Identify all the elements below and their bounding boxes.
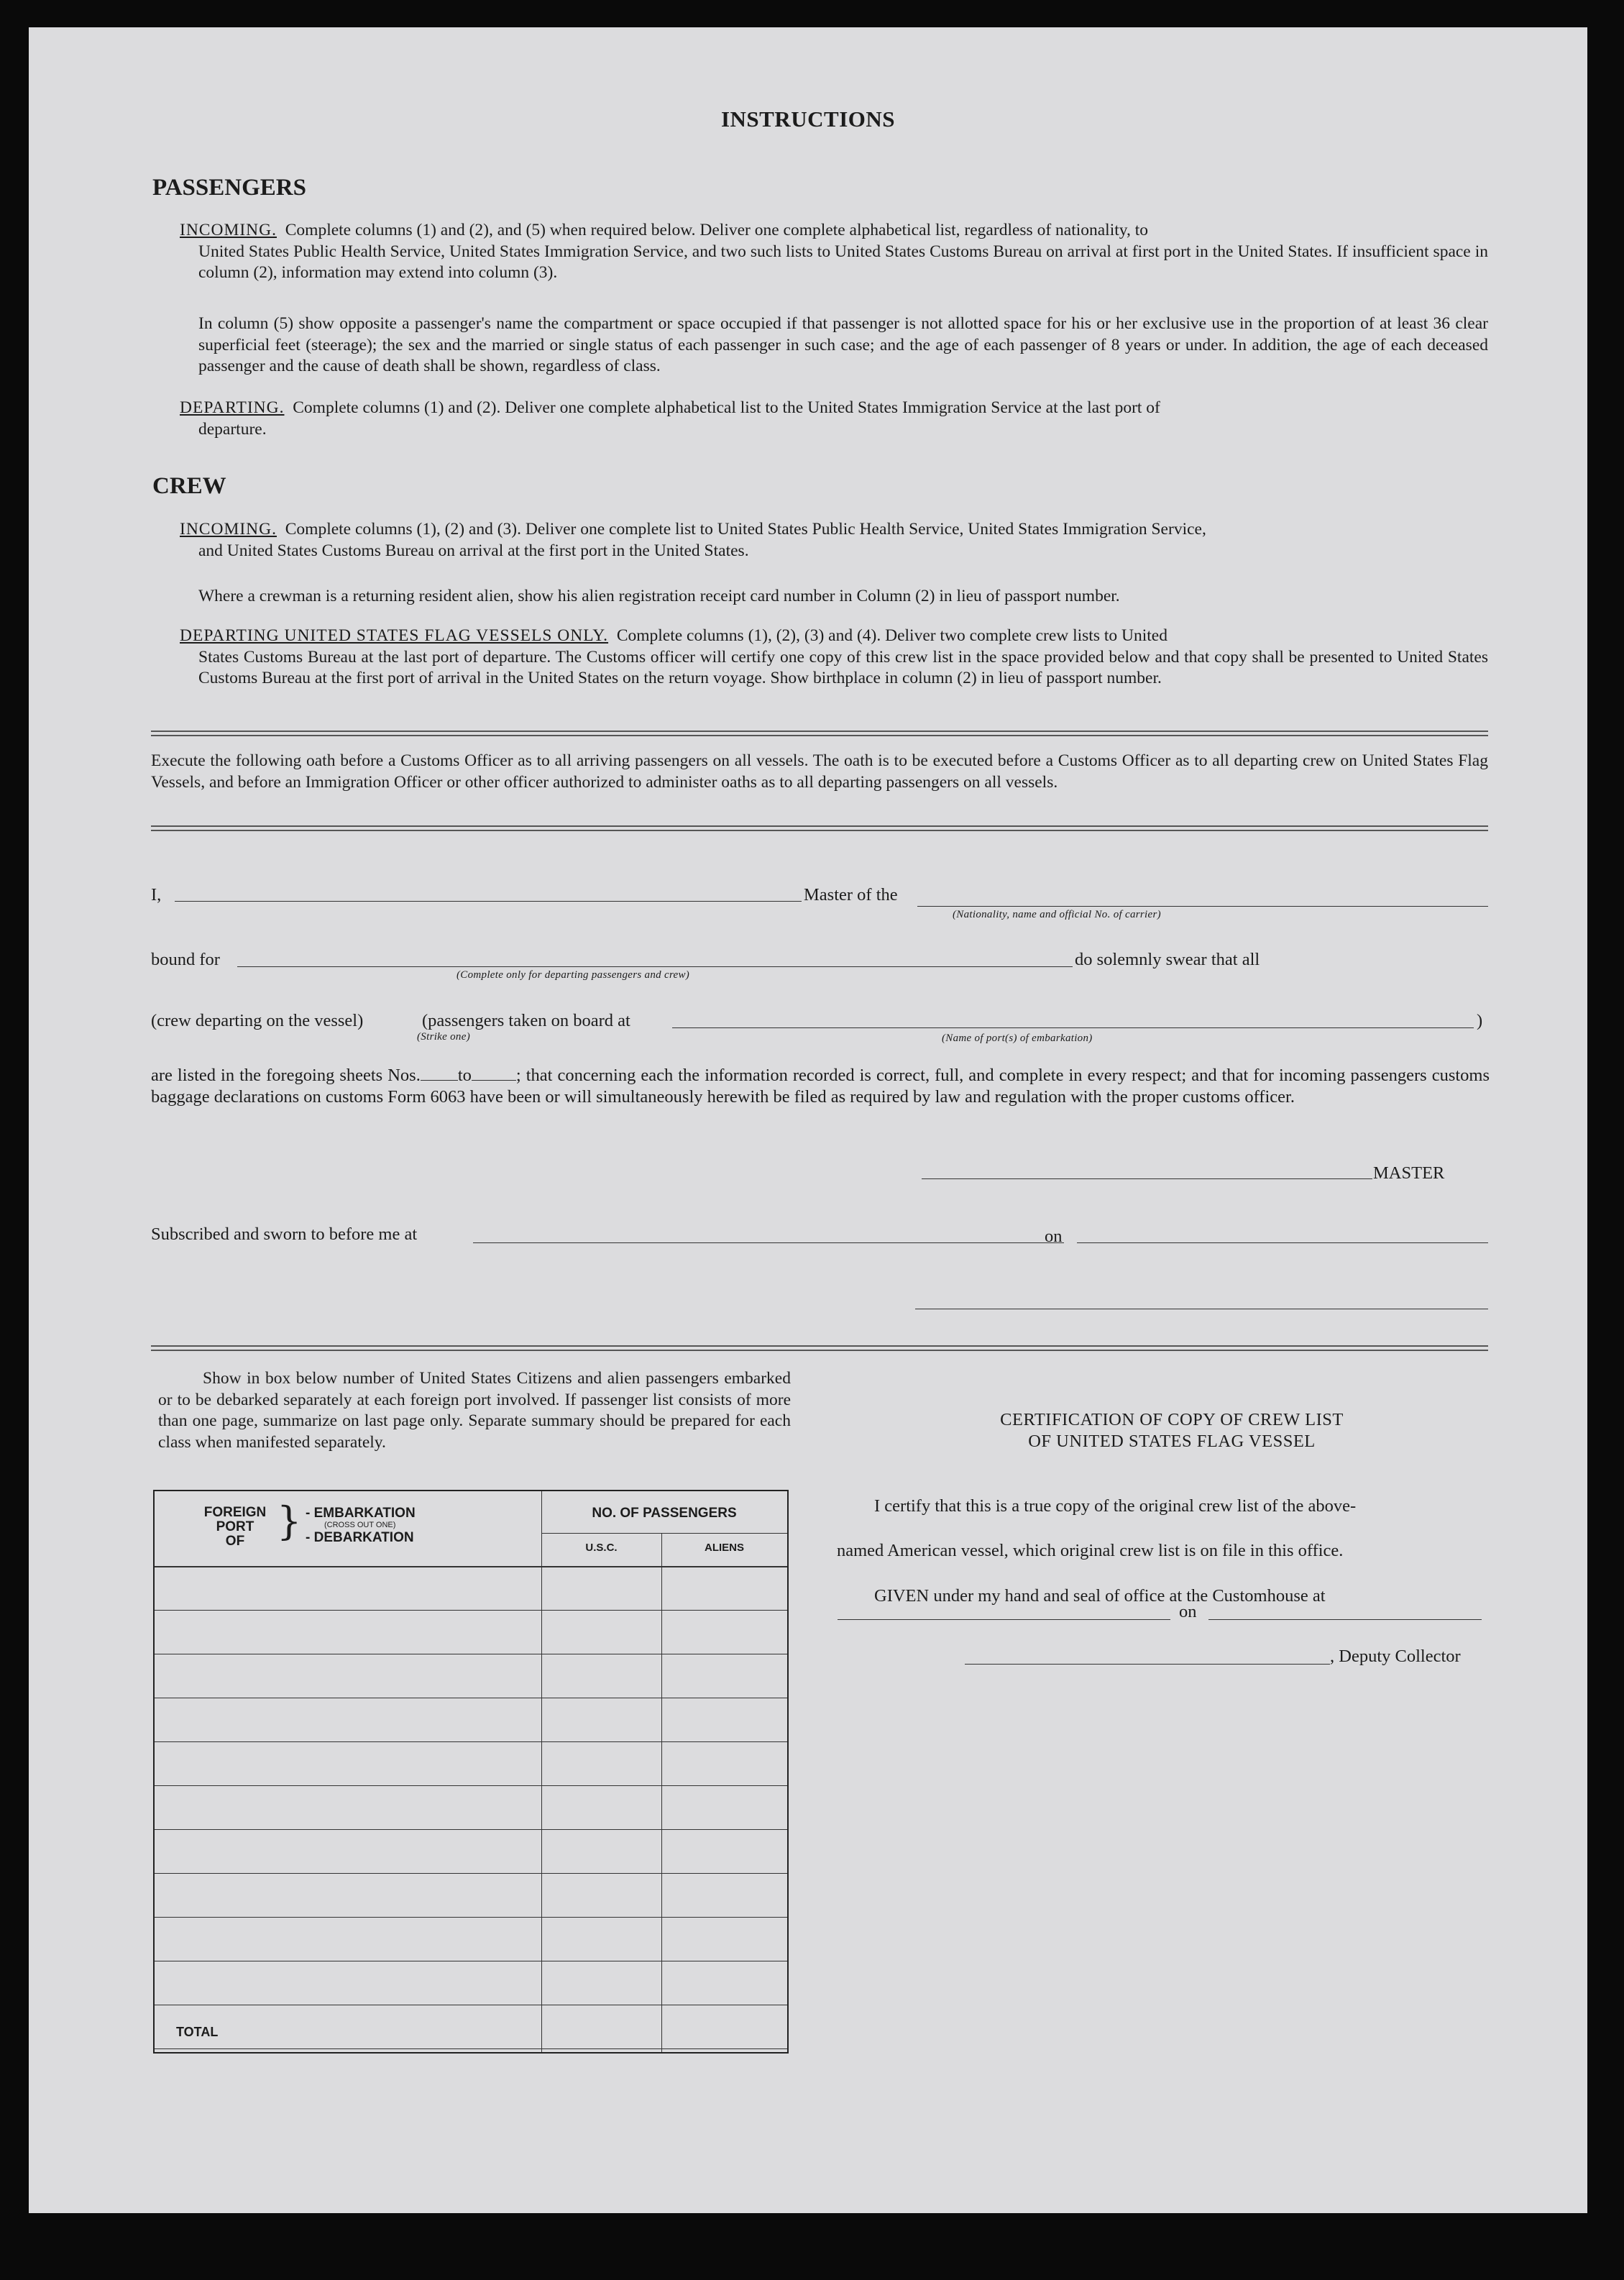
- master-signature-line[interactable]: [922, 1178, 1372, 1179]
- carrier-line[interactable]: [917, 906, 1488, 907]
- departing-label: DEPARTING.: [180, 398, 285, 417]
- crew-departing-text-cont: States Customs Bureau at the last port of departure. The Customs officer will certify one copy of this crew list in the space provided below and that copy shall be presented to United States Customs Bureau at the first port of arrival in the United States on the return voyage. Show birthplace in column (2) in lieu of passport number.: [198, 647, 1488, 687]
- crew-resident-alien: Where a crewman is a returning resident alien, show his alien registration receipt card number in Column (2) in lieu of passport number.: [198, 587, 1120, 605]
- oath-instructions: Execute the following oath before a Customs Officer as to all arriving passengers on all vessels. The oath is to be executed before a Customs Officer as to all departing crew on United States Flag Vessels, and before an Immigration Officer or other officer authorized to administer oaths as to all departing passengers on all vessels.: [151, 751, 1488, 792]
- passengers-departing: [180, 398, 1488, 440]
- master-of-the-label: Master of the: [804, 885, 898, 905]
- passengers-heading: PASSENGERS: [152, 175, 306, 201]
- no-of-passengers-header: NO. OF PASSENGERS: [592, 1506, 737, 1521]
- usc-header: U.S.C.: [585, 1542, 618, 1554]
- foreign-port-header: [199, 1506, 271, 1549]
- table-col-divider: [661, 1533, 662, 2052]
- table-row: [155, 1917, 787, 1918]
- sheets-statement: [151, 1065, 1490, 1108]
- crew-incoming: [180, 519, 1488, 562]
- divider: [151, 825, 1488, 831]
- close-paren: ): [1477, 1011, 1483, 1030]
- table-row: [155, 1785, 787, 1786]
- departing-text-cont: departure.: [198, 419, 267, 439]
- certification-on-label: on: [1179, 1602, 1197, 1621]
- master-label: MASTER: [1373, 1163, 1445, 1183]
- customhouse-place-line[interactable]: [838, 1619, 1170, 1620]
- passengers-incoming: [180, 220, 1488, 284]
- strike-one-hint: (Strike one): [417, 1031, 470, 1043]
- embarkation-label: - EMBARKATION: [306, 1506, 416, 1521]
- sheets-text-cont: that for incoming passengers customs baggage declarations on customs Form 6063 have been or will simultaneously herewith be filed as required by law and regulation with the proper customs officer.: [151, 1066, 1490, 1107]
- table-row: [155, 2048, 787, 2049]
- passenger-summary-table: [153, 1490, 789, 2054]
- port-line[interactable]: [672, 1027, 1474, 1028]
- given-line: GIVEN under my hand and seal of office at the Customhouse at: [874, 1586, 1326, 1606]
- swear-text: do solemnly swear that all: [1075, 950, 1260, 969]
- bound-hint: (Complete only for departing passengers and crew): [457, 969, 690, 981]
- crew-incoming-label: INCOMING.: [180, 520, 277, 539]
- table-row: [155, 1741, 787, 1742]
- bound-for-label: bound for: [151, 950, 220, 969]
- sheets-label: are listed in the foregoing sheets Nos.: [151, 1066, 421, 1085]
- page-title: INSTRUCTIONS: [720, 106, 895, 132]
- total-label: TOTAL: [176, 2025, 219, 2039]
- table-col-divider: [541, 1491, 542, 2052]
- aliens-header: ALIENS: [704, 1542, 744, 1554]
- foreign-label: FOREIGN: [203, 1505, 267, 1520]
- table-row: [155, 1610, 787, 1611]
- table-header-rule: [541, 1533, 787, 1534]
- deputy-signature-line[interactable]: [965, 1664, 1330, 1665]
- certification-title-line2: OF UNITED STATES FLAG VESSEL: [1028, 1432, 1316, 1451]
- crew-departing-text: Complete columns (1), (2), (3) and (4). Deliver two complete crew lists to United: [616, 626, 1167, 645]
- subscribed-date-line[interactable]: [1077, 1242, 1488, 1243]
- brace-icon: }: [277, 1498, 302, 1544]
- certification-title: [855, 1409, 1488, 1452]
- table-header-bottom: [155, 1566, 787, 1567]
- form-page: [29, 27, 1587, 2213]
- divider: [151, 731, 1488, 736]
- crew-heading: CREW: [152, 473, 226, 499]
- certification-date-line[interactable]: [1208, 1619, 1482, 1620]
- deputy-collector-label: , Deputy Collector: [1330, 1647, 1461, 1666]
- subscribed-label: Subscribed and sworn to before me at: [151, 1224, 418, 1244]
- certify-line2: named American vessel, which original crew list is on file in this office.: [837, 1541, 1344, 1560]
- cross-out-hint: (CROSS OUT ONE): [324, 1521, 396, 1529]
- nationality-hint: (Nationality, name and official No. of carrier): [953, 909, 1161, 920]
- certification-title-line1: CERTIFICATION OF COPY OF CREW LIST: [1000, 1410, 1344, 1429]
- bound-for-line[interactable]: [237, 966, 1073, 967]
- debarkation-label: - DEBARKATION: [306, 1530, 414, 1545]
- sheets-text: ; that concerning each the information recorded is correct, full, and complete in every respect; and: [515, 1066, 1217, 1085]
- incoming-text: Complete columns (1) and (2), and (5) when required below. Deliver one complete alphabetical list, regardless of nationality, to: [285, 221, 1149, 239]
- crew-incoming-text-cont: and United States Customs Bureau on arrival at the first port in the United States.: [198, 541, 749, 560]
- subscribed-place-line[interactable]: [473, 1242, 1064, 1243]
- master-name-line[interactable]: [175, 901, 802, 902]
- incoming-label: INCOMING.: [180, 221, 277, 239]
- crew-departing-option: (crew departing on the vessel): [151, 1011, 364, 1030]
- passengers-option: (passengers taken on board at: [422, 1011, 630, 1030]
- table-row: [155, 1829, 787, 1830]
- port-label: PORT: [216, 1519, 254, 1534]
- subscribed-on-label: on: [1045, 1227, 1063, 1246]
- table-row: [155, 1873, 787, 1874]
- crew-departing-label: DEPARTING UNITED STATES FLAG VESSELS ONLY.: [180, 626, 609, 645]
- crew-incoming-text: Complete columns (1), (2) and (3). Deliver one complete list to United States Public Health Service, United States Immigration Service,: [285, 520, 1206, 539]
- passengers-column5: In column (5) show opposite a passenger's name the compartment or space occupied if that passenger is not allotted space for his or her exclusive use in the proportion of at least 36 clear superficial feet (steerage); the sex and the married or single status of each passenger in such case; and the age of each passenger of 8 years or under. In addition, the age of each deceased passenger and the cause of death shall be shown, regardless of class.: [198, 314, 1488, 375]
- crew-departing: [180, 626, 1488, 690]
- port-hint: (Name of port(s) of embarkation): [942, 1033, 1093, 1044]
- of-label: OF: [225, 1534, 245, 1549]
- summary-note: Show in box below number of United States Citizens and alien passengers embarked or to be debarked separately at each foreign port involved. If passenger list consists of more than one page, summarize on last page only. Separate summary should be prepared for each class when manifested separately.: [158, 1369, 791, 1452]
- departing-text: Complete columns (1) and (2). Deliver one complete alphabetical list to the United States Immigration Service at the last port of: [293, 398, 1160, 417]
- incoming-text-cont: United States Public Health Service, United States Immigration Service, and two such lists to United States Customs Bureau on arrival at first port in the United States. If insufficient space in column (2), information may extend into column (3).: [198, 242, 1488, 282]
- divider: [151, 1345, 1488, 1351]
- oath-i: I,: [151, 885, 162, 905]
- certify-line1: I certify that this is a true copy of the original crew list of the above-: [874, 1496, 1357, 1516]
- sheet-to-line[interactable]: [472, 1080, 516, 1081]
- sheet-from-line[interactable]: [421, 1080, 458, 1081]
- to-label: to: [457, 1066, 472, 1085]
